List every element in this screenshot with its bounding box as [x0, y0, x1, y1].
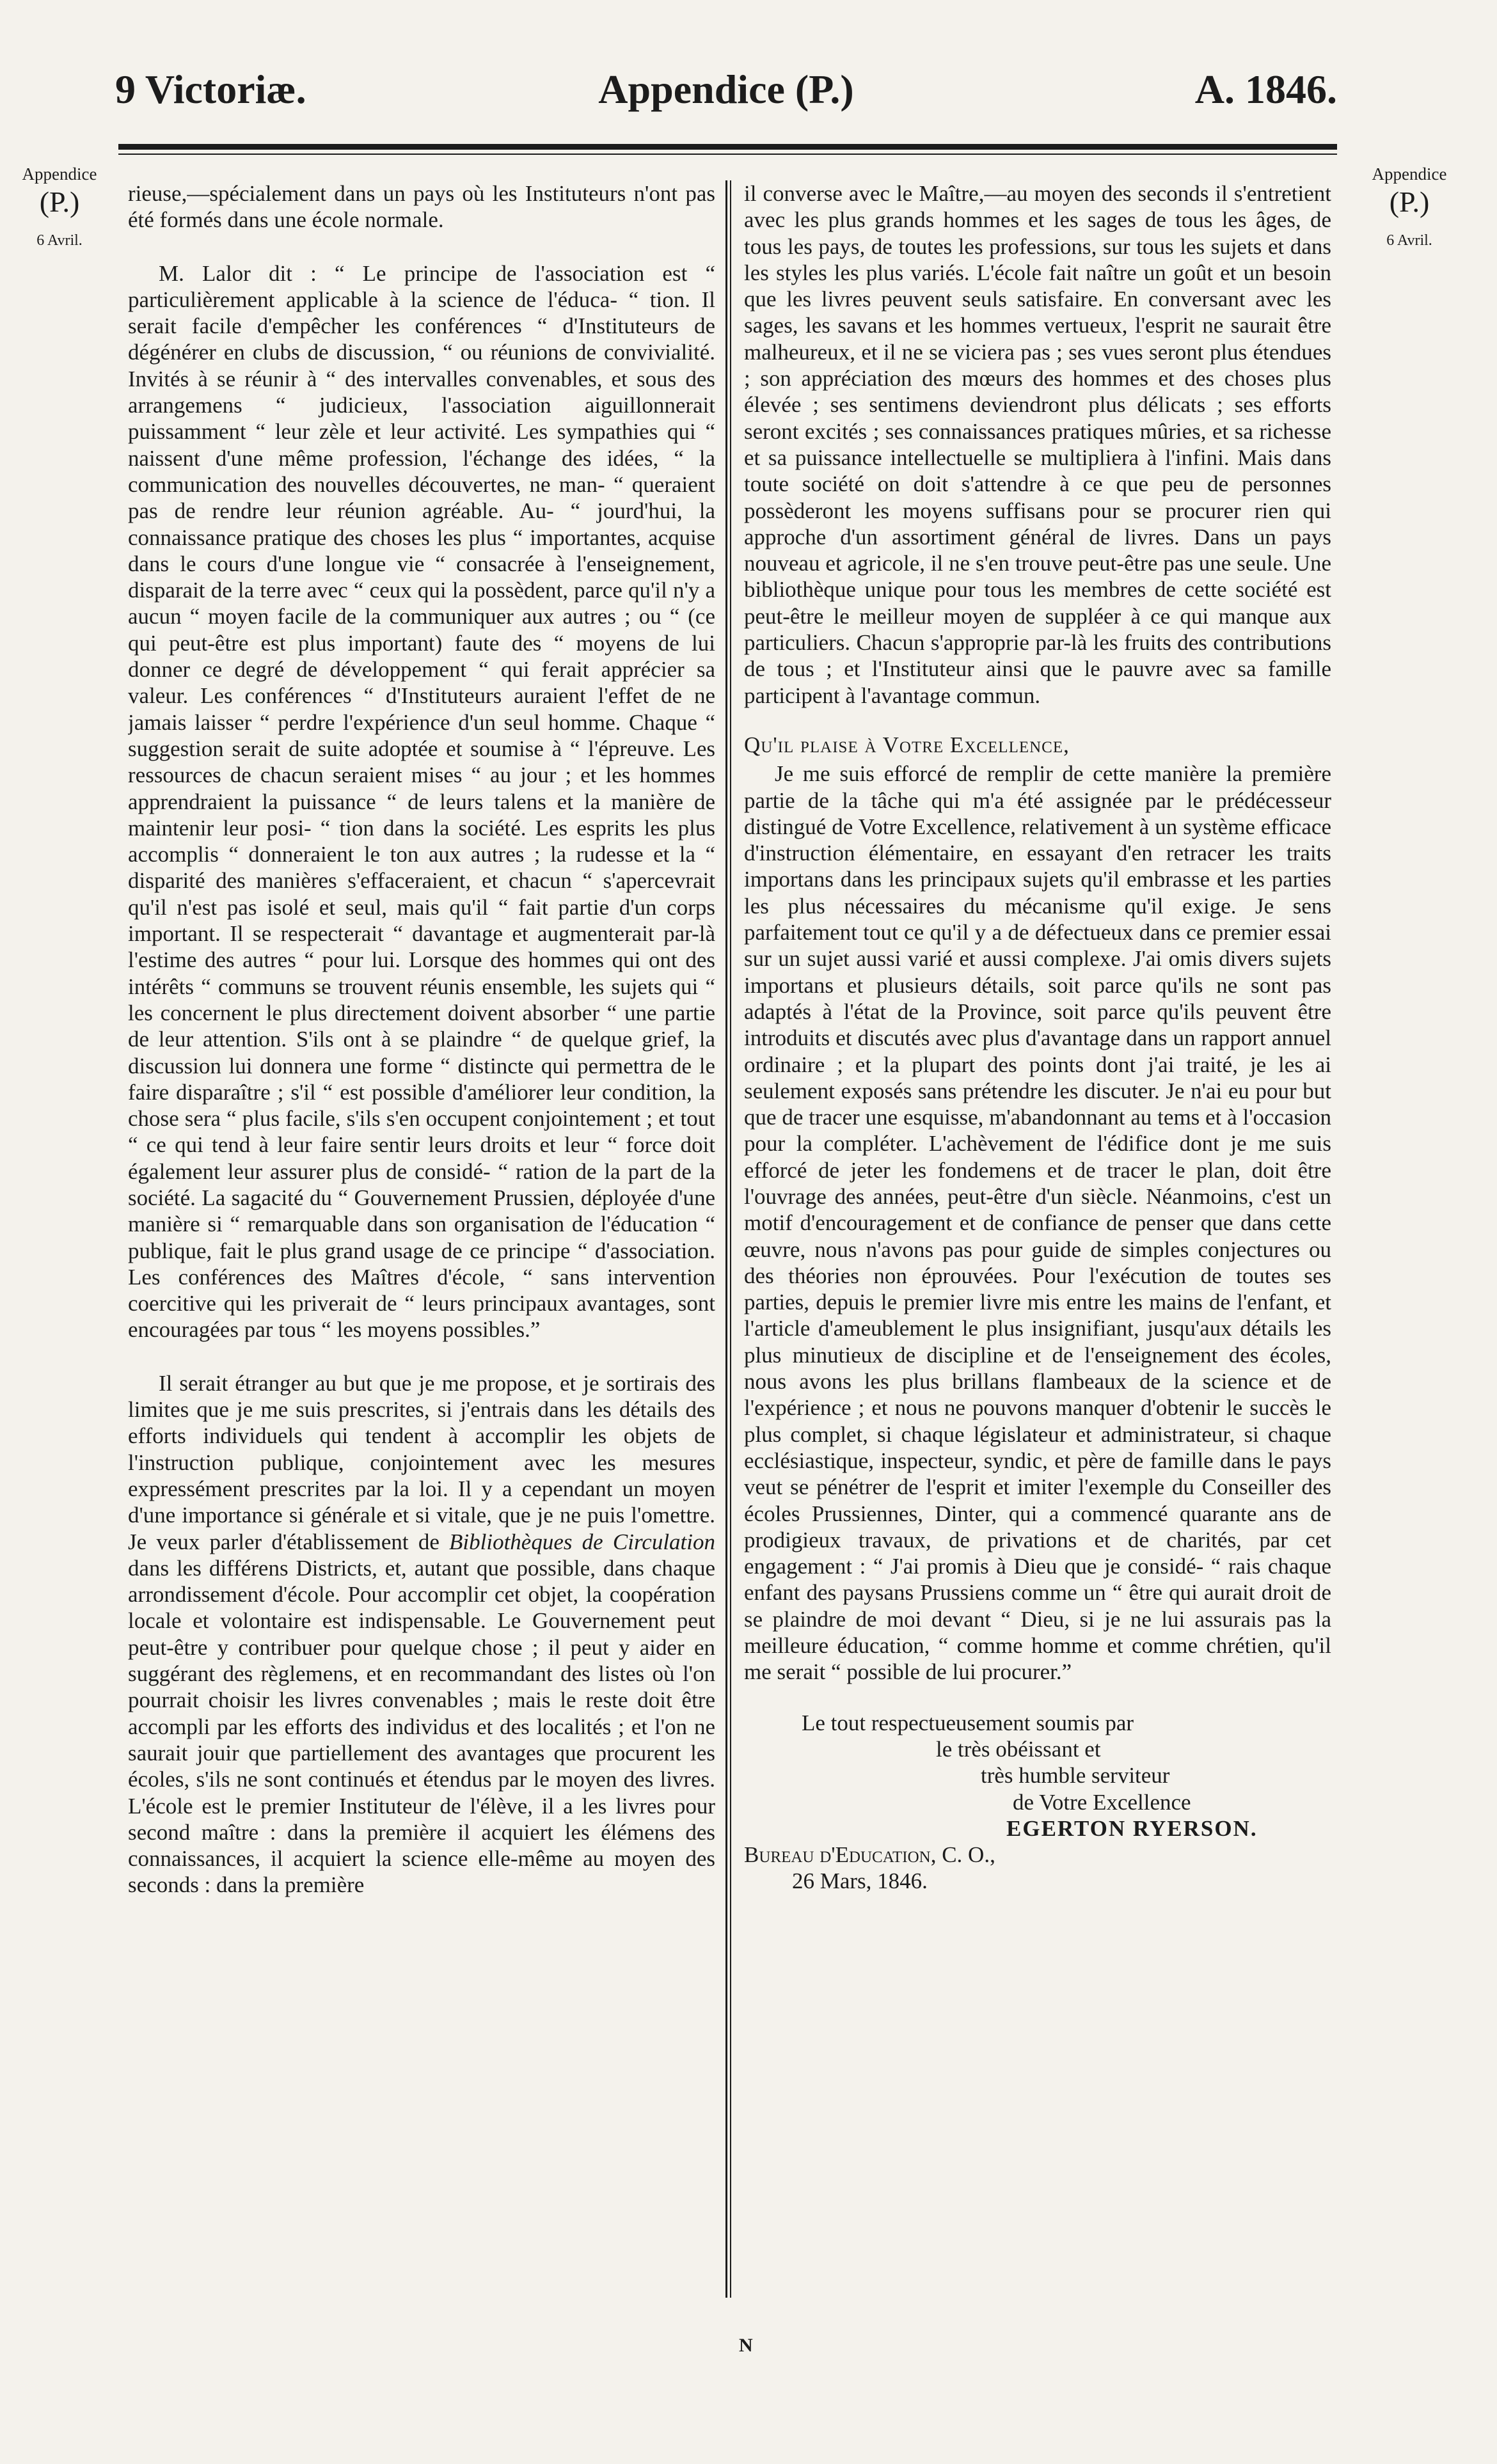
header-year: A. 1846.: [1194, 67, 1337, 112]
libraries-emphasis: Bibliothèques de Circulation: [449, 1529, 715, 1554]
concluding-paragraph: Je me suis efforcé de remplir de cette manière la première partie de la tâche qui m'a été assignée par le prédécesseur distingué de Votre Excellence, relativement à un système efficace d'instruction élémentaire, en essayant d'en retracer les traits importans dans les principaux sujets qu'il embrasse et les parties les plus nécessaires du mécanisme qu'il exige. Je sens parfaitement tout ce qu'il y a de défectueux dans ce premier essai sur un sujet aussi varié et aussi complexe. J'ai omis divers sujets importans et plusieurs détails, soit parce qu'ils ne sont pas adaptés à l'état de la Province, soit parce qu'ils peuvent être introduits et discutés avec plus d'avantage dans un rapport annuel ordinaire ; et la plupart des points dont j'ai traité, je les ai seulement exposés sans prétendre les discuter. Je n'ai eu pour but que de tracer une esquisse, m'abandonnant au tems et à l'occasion pour la compléter. L'achèvement de l'édifice dont je me suis efforcé de jeter les fondemens et de tracer le plan, doit être l'ouvrage des années, peut-être d'un siècle. Néanmoins, c'est un motif d'encouragement et de confiance de penser que dans cette œuvre, nous n'avons pas pour guide de simples conjectures ou des théories non éprouvées. Pour l'exécution de toutes ses parties, depuis le premier livre mis entre les mains de l'enfant, et l'article d'ameublement le plus insignifiant, jusqu'aux détails les plus minutieux de discipline et de l'enseignement des écoles, nous avons les plus brillans flambeaux de la science et de l'expérience ; et nous ne pouvons manquer d'obtenir le succès le plus complet, si chaque législateur et administrateur, si chaque ecclésiastique, inspecteur, syndic, et père de famille dans le pays veut se pénétrer de l'esprit et imiter l'exemple du Conseiller des écoles Prussiennes, Dinter, qui a commencé quarante ans de prodigieux travaux, de privations et de charités, par cet engagement : “ J'ai promis à Dieu que je considé- “ rais chaque enfant des paysans Prussiens comme un “ être qui aurait droit de se plaindre de moi devant “ Dieu, si je ne lui assurais pas la meilleure éducation, “ comme homme et comme chrétien, qu'il me serait “ possible de lui procurer.”: [744, 761, 1331, 1685]
continued-paragraph: rieuse,—spécialement dans un pays où les Instituteurs n'ont pas été formés dans une école normale.: [128, 181, 715, 233]
margin-note-appendix-letter: (P.): [1389, 186, 1430, 218]
left-margin-note: [12, 163, 107, 251]
header-rule-thick: [118, 144, 1337, 150]
margin-note-date: 6 Avril.: [36, 232, 83, 249]
office-name: Bureau d'Education, C. O.,: [744, 1842, 995, 1868]
signature-line: de Votre Excellence: [1013, 1789, 1191, 1815]
header-rule-thin: [118, 154, 1337, 155]
signature-date: 26 Mars, 1846.: [792, 1868, 928, 1894]
libraries-text-before: Il serait étranger au but que je me propose, et je sortirais des limites que je me suis prescrites, si j'entrais dans les détails des efforts individuels qui tendent à accomplir les objets de l'instruction publique, conjointement avec les mesures expressément prescrites par la loi. Il y a cependant un moyen d'une importance si générale et si vitale, que je ne puis l'omettre. Je veux parler d'établissement de: [128, 1370, 715, 1554]
right-margin-note: [1361, 163, 1457, 251]
signature-block: [744, 1710, 1331, 1895]
continued-paragraph: il converse avec le Maître,—au moyen des seconds il s'entretient avec les plus grands hommes et les sages de tous les âges, de tous les pays, de toutes les professions, sur tous les sujets et dans les styles les plus variés. L'école fait naître un goût et un besoin que les livres peuvent seuls satisfaire. En conversant avec les sages, les savans et les hommes vertueux, l'esprit ne saurait être malheureux, et il ne se viciera pas ; ses vues seront plus étendues ; son appréciation des mœurs des hommes et des choses plus élevée ; ses sentimens deviendront plus délicats ; ses efforts seront excités ; ses connaissances pratiques mûries, et sa richesse et sa puissance intellectuelle se multipliera à l'infini. Mais dans toute société on doit s'attendre à ce que peu de personnes possèderont les moyens suffisans pour se procurer rien qui approche d'un assortiment général de livres. Dans un pays nouveau et agricole, il ne s'en trouve peut-être pas une seule. Une bibliothèque unique pour tous les membres de cette société est peut-être le meilleur moyen de suppléer à ce qui manque aux particuliers. Chacun s'approprie par-là les fruits des contributions de tous ; et l'Instituteur ainsi que le pauvre avec sa famille participent à l'avantage commun.: [744, 181, 1331, 708]
margin-note-appendix-letter: (P.): [39, 186, 80, 218]
address-heading: Qu'il plaise à Votre Excellence,: [744, 732, 1070, 757]
page-header: [115, 61, 1337, 118]
signatory-name: EGERTON RYERSON.: [1006, 1815, 1258, 1841]
column-divider: [725, 180, 731, 2298]
margin-note-label: Appendice: [22, 164, 97, 184]
signature-line: Le tout respectueusement soumis par: [802, 1710, 1134, 1735]
margin-note-label: Appendice: [1372, 164, 1447, 184]
printer-signature-mark: N: [739, 2335, 753, 2356]
right-column: [744, 180, 1331, 2310]
header-regnal-year: 9 Victoriæ.: [115, 67, 306, 112]
header-title: Appendice (P.): [598, 67, 854, 112]
libraries-text-after: dans les différens Districts, et, autant que possible, dans chaque arrondissement d'école. Pour accomplir cet objet, la coopération locale et volontaire est indispensable. Le Gouvernement peut peut-être y contribuer pour quelque chose ; il peut y aider en suggérant des règlemens, et en recommandant des listes où l'on pourrait choisir les livres convenables ; mais le reste doit être accompli par les efforts des individus et des localités ; et l'on ne saurait jouir que partiellement des avantages que procurent les écoles, s'ils ne sont continués et étendus par le moyen des livres. L'école est le premier Instituteur de l'élève, il a les livres pour second maître : dans la première il acquiert les élémens des connaissances, il acquiert la science elle-même au moyen des seconds : dans la première: [128, 1555, 715, 1898]
signature-line: le très obéissant et: [936, 1736, 1101, 1762]
margin-note-date: 6 Avril.: [1386, 232, 1432, 249]
lalor-quotation-paragraph: M. Lalor dit : “ Le principe de l'association est “ particulièrement applicable à la science de l'éduca- “ tion. Il serait facile d'empêcher les conférences “ d'Instituteurs de dégénérer en clubs de discussion, “ ou réunions de convivialité. Invités à se réunir à “ des intervalles convenables, et sous des arrangemens “ judicieux, l'association aiguillonnerait puissamment “ leur zèle et leur activité. Les sympathies qui “ naissent d'une même profession, l'échange des idées, “ la communication des nouvelles découvertes, ne man- “ queraient pas de rendre leur réunion agréable. Au- “ jourd'hui, la connaissance pratique des choses les plus “ importantes, acquise dans le cours d'une longue vie “ consacrée à l'enseignement, disparait de la terre avec “ ceux qui la possèdent, parce qu'il n'y a aucun “ moyen facile de la communiquer aux autres ; ou “ (ce qui peut-être est plus important) faute des “ moyens de lui donner ce degré de développement “ qui ferait apprécier sa valeur. Les conférences “ d'Instituteurs auraient l'effet de ne jamais laisser “ perdre l'expérience d'un seul homme. Chaque “ suggestion serait de suite adoptée et soumise à “ l'épreuve. Les ressources de chacun seraient mises “ au jour ; et les hommes apprendraient la puissance “ de leurs talens et la manière de maintenir leur posi- “ tion dans la société. Les esprits les plus accomplis “ donneraient le ton aux autres ; la rudesse et la “ disparité des manières s'effaceraient, et chacun “ s'apercevrait qu'il n'est pas isolé et seul, mais qu'il “ fait partie d'un corps important. Il se respecterait “ davantage et augmenterait par-là l'estime des autres “ pour lui. Lorsque des hommes qui ont des intérêts “ communs se trouvent réunis ensemble, les sujets qui “ les concernent le plus directement doivent absorber “ une partie de leur attention. S'ils ont à se plaindre “ de quelque grief, la discussion lui donnera une forme “ distincte qui permettra de le faire disparaître ; s'il “ est possible d'améliorer leur condition, la chose sera “ plus facile, s'ils s'en occupent conjointement ; et tout “ ce qui tend à leur faire sentir leurs droits et leur “ force doit également leur assurer plus de considé- “ ration de la part de la société. La sagacité du “ Gouvernement Prussien, déployée d'une manière si “ remarquable dans son organisation de l'éducation “ publique, fait le plus grand usage de ce principe “ d'association. Les conférences des Maîtres d'école, “ sans intervention coercitive qui les priverait de “ leurs principaux avantages, sont encouragées par tous “ les moyens possibles.”: [128, 260, 715, 1343]
signature-line: très humble serviteur: [981, 1763, 1170, 1789]
left-column: [128, 180, 715, 2310]
libraries-paragraph: [128, 1370, 715, 1899]
